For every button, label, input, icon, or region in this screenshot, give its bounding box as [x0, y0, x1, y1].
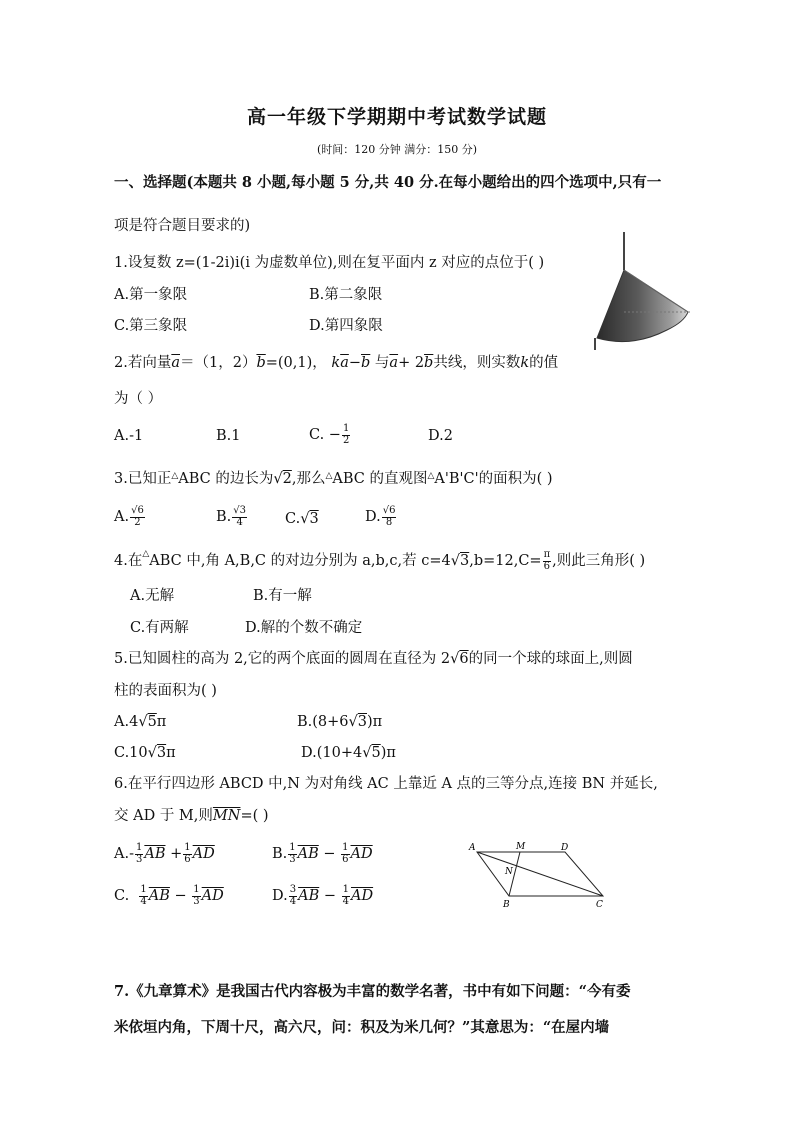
q3-option-c: C.√3	[285, 511, 319, 527]
vector-mn: $\overline{MN}$	[212, 808, 241, 824]
q5-option-a: A.4√5π	[114, 714, 167, 730]
q5-option-d: D.(10+4√5)π	[301, 745, 396, 761]
q5-stem-line2: 柱的表面积为( )	[114, 683, 217, 699]
section-heading-line1: 一、选择题(本题共 8 小题,每小题 5 分,共 40 分.在每小题给出的四个选项中,只有一	[114, 174, 662, 191]
point-m-label: M	[516, 842, 526, 852]
point-d-label: D	[561, 843, 569, 853]
q5-option-b: B.(8+6√3)π	[297, 714, 383, 730]
q4-option-a: A.无解	[130, 588, 175, 604]
q2-stem: 2.若向量$\overline{a}=(1$，$2)\overline{b}=(0,1)$， $k\overline{a}-\overline{b}$ 与$\overline{a}+ 2\overline{b}$共线，则实数k的值	[114, 355, 559, 371]
q4-option-b: B.有一解	[253, 588, 312, 604]
q3-option-a: A. $\frac{√6}{2}$	[114, 505, 144, 528]
q6-stem: 6.在平行四边形 ABCD 中,N 为对角线 AC 上靠近 A 点的三等分点,连接 BN 并延长,	[114, 776, 658, 792]
q2-option-a: A.-1	[114, 428, 144, 444]
vector-b: $\overline{b}$	[256, 355, 266, 371]
cone-figure	[592, 230, 702, 355]
q4-option-c: C.有两解	[130, 620, 189, 636]
q2-stem-line2: 为（ ）	[114, 391, 163, 407]
q5-stem: 5.已知圆柱的高为 2,它的两个底面的圆周在直径为 2√6的同一个球的球面上,则圆	[114, 651, 633, 667]
point-n-label: N	[505, 867, 513, 877]
q2-option-c: C. − $\frac{1}{2}$	[309, 423, 350, 446]
q1-option-a: A.第一象限	[114, 287, 188, 303]
parallelogram-figure	[465, 838, 615, 908]
q3-stem: 3.已知正△ABC 的边长为√2,那么△ABC 的直观图△A'B'C'的面积为( )	[114, 471, 553, 487]
q3-option-d: D. $\frac{√6}{8}$	[365, 505, 396, 528]
section-heading-line2: 项是符合题目要求的)	[114, 218, 251, 234]
q1-option-c: C.第三象限	[114, 318, 188, 334]
q6-stem-line2: 交 AD 于 M,则$\overline{MN}=$( )	[114, 808, 269, 824]
q7-line2: 米依垣内角，下周十尺，高六尺，问：积及为米几何？”其意思为：“在屋内墙	[114, 1019, 610, 1036]
q6-option-c: C. $\frac{1}{4}$ $\overline{AB}$ − $\frac{1}{3}$ $\overline{AD}$	[114, 884, 224, 907]
point-a-label: A	[469, 843, 476, 853]
point-c-label: C	[596, 900, 603, 908]
q6-option-b: B. $\frac{1}{3}$ $\overline{AB}$ − $\frac{1}{6}$ $\overline{AD}$	[272, 842, 373, 865]
q6-option-a: A.- $\frac{1}{3}$ $\overline{AB}$ + $\frac{1}{6}$ $\overline{AD}$	[114, 842, 215, 865]
vector-a: $\overline{a}$	[171, 355, 180, 371]
q4-stem: 4.在△ABC 中,角 A,B,C 的对边分别为 a,b,c,若 c=4√3,b=12,C= $\frac{\pi}{6}$ ,则此三角形( )	[114, 549, 646, 572]
q1-stem: 1.设复数 z=(1-2i)i(i 为虚数单位),则在复平面内 z 对应的点位于( )	[114, 255, 545, 271]
q1-option-d: D.第四象限	[309, 318, 383, 334]
q5-option-c: C.10√3π	[114, 745, 176, 761]
q1-option-b: B.第二象限	[309, 287, 383, 303]
q7-line1: 7.《九章算术》是我国古代内容极为丰富的数学名著，书中有如下问题：“今有委	[114, 983, 631, 1000]
point-b-label: B	[503, 900, 510, 908]
q2-option-b: B.1	[216, 428, 241, 444]
q4-option-d: D.解的个数不确定	[245, 620, 363, 636]
q2-option-d: D.2	[428, 428, 453, 444]
exam-title: 高一年级下学期期中考试数学试题	[246, 106, 547, 128]
q6-option-d: D. $\frac{3}{4}$ $\overline{AB}$ − $\frac{1}{4}$ $\overline{AD}$	[272, 884, 374, 907]
q3-option-b: B. $\frac{√3}{4}$	[216, 505, 246, 528]
exam-subtitle: (时间：120 分钟 满分：150 分)	[316, 143, 478, 156]
